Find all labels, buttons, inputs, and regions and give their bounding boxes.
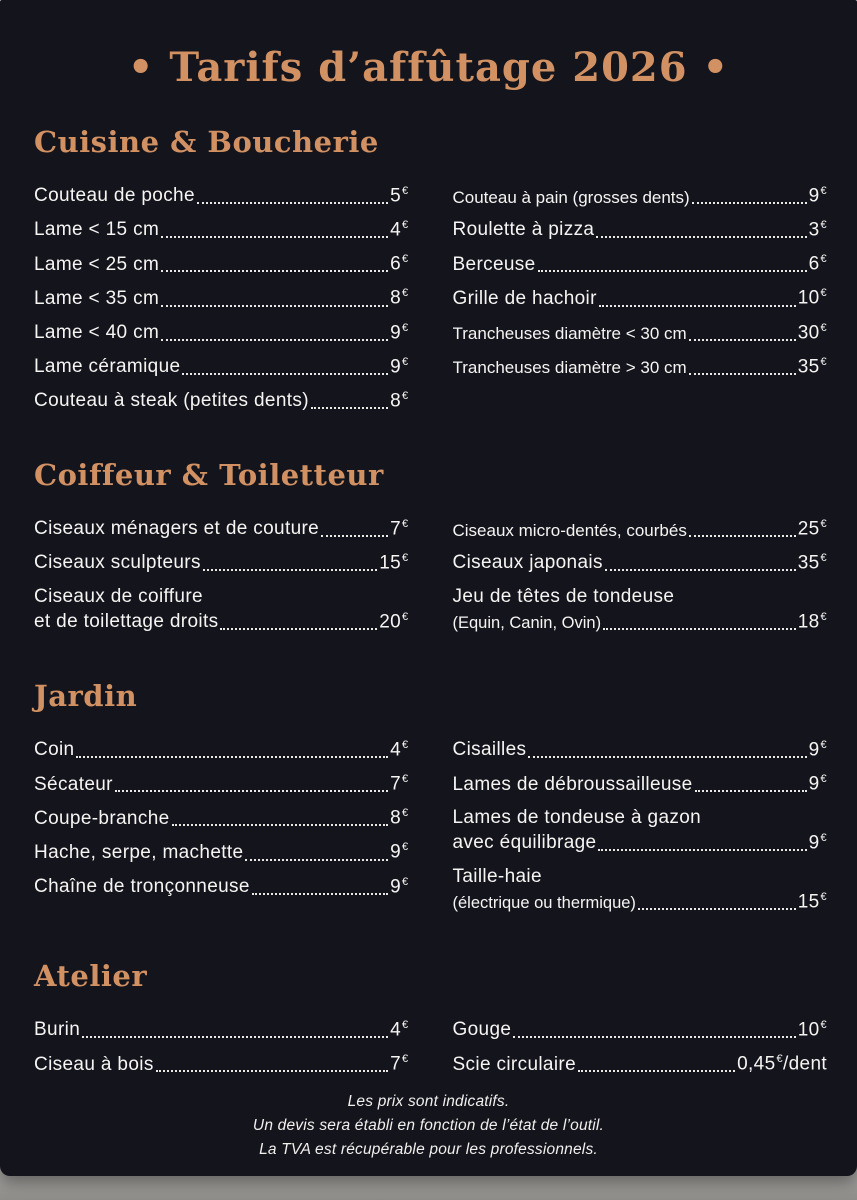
section-columns [34, 185, 827, 424]
dot-leader [311, 407, 388, 409]
price-value: 9 [390, 355, 402, 377]
left-column [34, 518, 409, 645]
dot-leader [692, 202, 807, 204]
dot-leader [599, 305, 796, 307]
price-value: 10 [797, 1019, 820, 1041]
dotted-line [34, 287, 409, 310]
dot-leader [161, 339, 388, 341]
item-price [798, 552, 827, 575]
item-price [809, 773, 827, 796]
item-label: Cisailles [452, 739, 527, 761]
price-row [453, 866, 828, 914]
item-label: Lames de débroussailleuse [452, 773, 693, 795]
dot-leader [82, 1036, 388, 1038]
item-label: Couteau à steak (petites dents) [34, 390, 309, 412]
price-row [453, 185, 828, 208]
price-suffix: /dent [782, 1053, 827, 1075]
dotted-line [34, 390, 409, 413]
item-label: Ciseaux japonais [452, 552, 603, 574]
sections-container [0, 125, 857, 1087]
item-label: Coin [34, 739, 75, 761]
euro-sign: € [820, 552, 827, 564]
euro-sign: € [402, 287, 409, 300]
price-row [34, 841, 409, 864]
dotted-line [453, 891, 828, 914]
item-price [798, 356, 827, 379]
price-value: 4 [390, 739, 402, 761]
euro-sign: € [820, 773, 827, 786]
price-row [34, 739, 409, 762]
dotted-line [34, 253, 409, 276]
price-value: 10 [797, 287, 820, 309]
dot-leader [203, 569, 377, 571]
dotted-line [453, 518, 828, 541]
price-row [453, 552, 828, 575]
item-label: Ciseaux ménagers et de couture [34, 518, 320, 540]
dot-leader [528, 756, 806, 758]
euro-sign: € [402, 875, 409, 888]
item-price [379, 611, 408, 634]
right-column [453, 518, 828, 645]
item-label: Lame < 25 cm [34, 253, 160, 275]
price-row [453, 807, 828, 855]
euro-sign: € [820, 517, 827, 530]
item-label: Ciseaux sculpteurs [34, 552, 201, 574]
item-price [390, 253, 408, 276]
item-price [390, 287, 408, 310]
footer-line: Un devis sera établi en fonction de l’état de l’outil. [252, 1116, 605, 1134]
price-value: 30 [797, 321, 820, 343]
dot-leader [598, 849, 806, 851]
item-price [798, 287, 827, 310]
price-row [453, 586, 828, 634]
price-value: 8 [390, 287, 402, 309]
item-price [798, 611, 827, 634]
euro-sign: € [402, 517, 409, 530]
price-value: 8 [390, 807, 402, 829]
price-row [34, 287, 409, 310]
price-row [34, 552, 409, 575]
dotted-line [34, 185, 409, 208]
price-row [34, 390, 409, 413]
dotted-line [34, 807, 409, 830]
dotted-line [34, 773, 409, 796]
item-label: Berceuse [452, 253, 536, 275]
left-column [34, 1019, 409, 1087]
euro-sign: € [402, 610, 409, 623]
dotted-line [34, 552, 409, 575]
dotted-line [34, 1019, 409, 1042]
item-price [809, 185, 827, 208]
dotted-line [34, 739, 409, 762]
price-value: 9 [390, 875, 402, 897]
price-row [34, 586, 409, 634]
item-label: Hache, serpe, machette [34, 841, 244, 863]
item-price [379, 552, 408, 575]
dotted-line [453, 611, 828, 634]
dot-leader [689, 373, 796, 375]
item-price [798, 518, 827, 541]
dot-leader [538, 270, 807, 272]
dotted-line [453, 773, 828, 796]
item-label: Gouge [452, 1019, 512, 1041]
section-coiffeur-toiletteur [34, 458, 827, 645]
euro-sign: € [402, 389, 409, 402]
price-value: 20 [379, 611, 402, 633]
section-heading: Jardin [34, 679, 138, 714]
price-row [34, 356, 409, 379]
right-column [453, 185, 828, 424]
euro-sign: € [820, 287, 827, 300]
euro-sign: € [820, 253, 827, 266]
price-value: 9 [390, 841, 402, 863]
item-price [390, 1053, 408, 1076]
euro-sign: € [402, 321, 409, 334]
euro-sign: € [820, 321, 827, 334]
item-label: Sécateur [34, 773, 113, 795]
price-row [453, 518, 828, 541]
dot-leader [596, 236, 806, 238]
price-value: 15 [379, 552, 402, 574]
dotted-line [34, 356, 409, 379]
euro-sign: € [820, 1019, 827, 1032]
item-price [809, 832, 827, 855]
item-price [809, 253, 827, 276]
dotted-line [453, 185, 828, 208]
price-row [34, 322, 409, 345]
dotted-line [453, 253, 828, 276]
euro-sign: € [820, 891, 827, 904]
price-value: 9 [390, 321, 402, 343]
item-price [737, 1053, 827, 1076]
price-value: 6 [390, 253, 402, 275]
item-label: Ciseaux micro-dentés, courbés [452, 520, 687, 540]
price-value: 35 [797, 355, 820, 377]
item-price [390, 1019, 408, 1042]
price-value: 18 [797, 611, 820, 633]
item-label: et de toilettage droits [34, 611, 219, 633]
item-price [798, 891, 827, 914]
dotted-line [453, 219, 828, 242]
price-row [453, 253, 828, 276]
item-price [798, 322, 827, 345]
euro-sign: € [402, 219, 409, 232]
dotted-line [453, 739, 828, 762]
euro-sign: € [402, 552, 409, 564]
item-price [390, 390, 408, 413]
price-value: 15 [797, 891, 820, 913]
dotted-line [34, 322, 409, 345]
price-row [453, 1053, 828, 1076]
left-column [34, 185, 409, 424]
euro-sign: € [820, 219, 827, 232]
price-row [34, 219, 409, 242]
dot-leader [695, 790, 807, 792]
item-price [390, 807, 408, 830]
price-value: 9 [808, 832, 820, 854]
item-label: Ciseau à bois [34, 1053, 154, 1075]
price-value: 9 [808, 739, 820, 761]
euro-sign: € [820, 610, 827, 623]
price-row [34, 185, 409, 208]
section-atelier [34, 959, 827, 1087]
price-row [34, 876, 409, 899]
dot-leader [513, 1036, 795, 1038]
price-value: 9 [808, 185, 820, 207]
page-title: • Tarifs d’affûtage 2026 • [127, 44, 730, 91]
dot-leader [161, 305, 388, 307]
item-label-line1: Lames de tondeuse à gazon [452, 807, 702, 829]
item-price [390, 773, 408, 796]
dot-leader [220, 628, 377, 630]
section-columns [34, 518, 827, 645]
price-row [453, 322, 828, 345]
right-column [453, 739, 828, 925]
section-heading: Cuisine & Boucherie [34, 125, 379, 159]
price-row [34, 1019, 409, 1042]
left-column [34, 739, 409, 925]
euro-sign: € [402, 185, 409, 197]
price-row [34, 773, 409, 796]
price-value: 6 [808, 253, 820, 275]
dotted-line [453, 1019, 828, 1042]
euro-sign: € [402, 1053, 409, 1066]
dot-leader [689, 535, 796, 537]
dotted-line [453, 1053, 828, 1076]
price-value: 25 [797, 518, 820, 540]
section-columns [34, 1019, 827, 1087]
item-label: avec équilibrage [452, 832, 597, 854]
item-label: Lame céramique [34, 355, 181, 377]
euro-sign: € [402, 253, 409, 266]
section-jardin [34, 679, 827, 925]
price-value: 9 [808, 773, 820, 795]
item-price [390, 356, 408, 379]
item-label: (électrique ou thermique) [452, 894, 636, 913]
euro-sign: € [402, 807, 409, 820]
dot-leader [638, 908, 796, 910]
dotted-line [34, 1053, 409, 1076]
price-value: 0,45 [737, 1053, 776, 1075]
section-heading: Atelier [34, 959, 148, 994]
dotted-line [453, 322, 828, 345]
item-label: Trancheuses diamètre > 30 cm [452, 358, 687, 378]
item-price [809, 219, 827, 242]
right-column [453, 1019, 828, 1087]
dot-leader [161, 270, 388, 272]
price-row [453, 287, 828, 310]
dot-leader [156, 1070, 388, 1072]
item-price [390, 322, 408, 345]
euro-sign: € [402, 773, 409, 786]
price-value: 8 [390, 390, 402, 412]
item-label: Trancheuses diamètre < 30 cm [452, 324, 687, 344]
price-value: 7 [390, 1053, 402, 1075]
section-cuisine-boucherie [34, 125, 827, 424]
item-label: Lame < 35 cm [34, 287, 160, 309]
dot-leader [161, 236, 388, 238]
euro-sign: € [820, 739, 827, 752]
price-row [453, 356, 828, 379]
item-label-line1: Taille-haie [452, 866, 542, 888]
item-label: Chaîne de tronçonneuse [34, 875, 250, 897]
dot-leader [182, 373, 388, 375]
dotted-line [34, 219, 409, 242]
dot-leader [115, 790, 388, 792]
price-value: 35 [797, 552, 820, 574]
dot-leader [689, 339, 796, 341]
price-row [453, 1019, 828, 1042]
item-label: Lame < 15 cm [34, 219, 160, 241]
euro-sign: € [820, 832, 827, 845]
price-row [453, 219, 828, 242]
price-row [34, 1053, 409, 1076]
item-label: Couteau de poche [34, 185, 195, 207]
item-price [390, 219, 408, 242]
item-label: Burin [34, 1019, 81, 1041]
dot-leader [76, 756, 388, 758]
dotted-line [34, 611, 409, 634]
item-label-line1: Ciseaux de coiffure [34, 586, 203, 608]
euro-sign: € [776, 1053, 783, 1066]
dot-leader [321, 535, 388, 537]
item-price [390, 841, 408, 864]
euro-sign: € [820, 355, 827, 368]
item-price [390, 185, 408, 208]
item-price [390, 739, 408, 762]
footer-line: Les prix sont indicatifs. [347, 1092, 510, 1110]
section-heading: Coiffeur & Toiletteur [34, 457, 384, 492]
item-label: (Equin, Canin, Ovin) [452, 614, 602, 633]
item-label-line1: Jeu de têtes de tondeuse [452, 586, 675, 608]
item-price [390, 876, 408, 899]
dot-leader [603, 628, 796, 630]
price-row [34, 807, 409, 830]
price-value: 4 [390, 219, 402, 241]
price-row [34, 253, 409, 276]
price-row [34, 518, 409, 541]
item-label: Coupe-branche [34, 807, 170, 829]
item-price [798, 1019, 827, 1042]
dot-leader [252, 893, 388, 895]
dotted-line [34, 841, 409, 864]
item-label: Lame < 40 cm [34, 321, 160, 343]
price-value: 5 [390, 185, 402, 207]
price-value: 7 [390, 518, 402, 540]
dotted-line [453, 356, 828, 379]
item-price [809, 739, 827, 762]
footer-line: La TVA est récupérable pour les professionnels. [259, 1140, 598, 1158]
euro-sign: € [820, 185, 827, 197]
dotted-line [453, 832, 828, 855]
euro-sign: € [402, 739, 409, 752]
dotted-line [34, 876, 409, 899]
item-label: Couteau à pain (grosses dents) [452, 187, 690, 207]
euro-sign: € [402, 355, 409, 368]
dot-leader [605, 569, 796, 571]
dot-leader [245, 859, 388, 861]
dotted-line [453, 552, 828, 575]
item-label: Roulette à pizza [452, 219, 595, 241]
dot-leader [578, 1070, 735, 1072]
footer-note [0, 1090, 857, 1162]
dotted-line [453, 287, 828, 310]
item-label: Scie circulaire [452, 1053, 577, 1075]
price-row [453, 773, 828, 796]
dot-leader [172, 824, 389, 826]
price-value: 3 [808, 219, 820, 241]
item-price [390, 518, 408, 541]
item-label: Grille de hachoir [452, 287, 597, 309]
euro-sign: € [402, 841, 409, 854]
price-value: 4 [390, 1019, 402, 1041]
price-value: 7 [390, 773, 402, 795]
euro-sign: € [402, 1019, 409, 1032]
dot-leader [197, 202, 388, 204]
dotted-line [34, 518, 409, 541]
price-row [453, 739, 828, 762]
section-columns [34, 739, 827, 925]
